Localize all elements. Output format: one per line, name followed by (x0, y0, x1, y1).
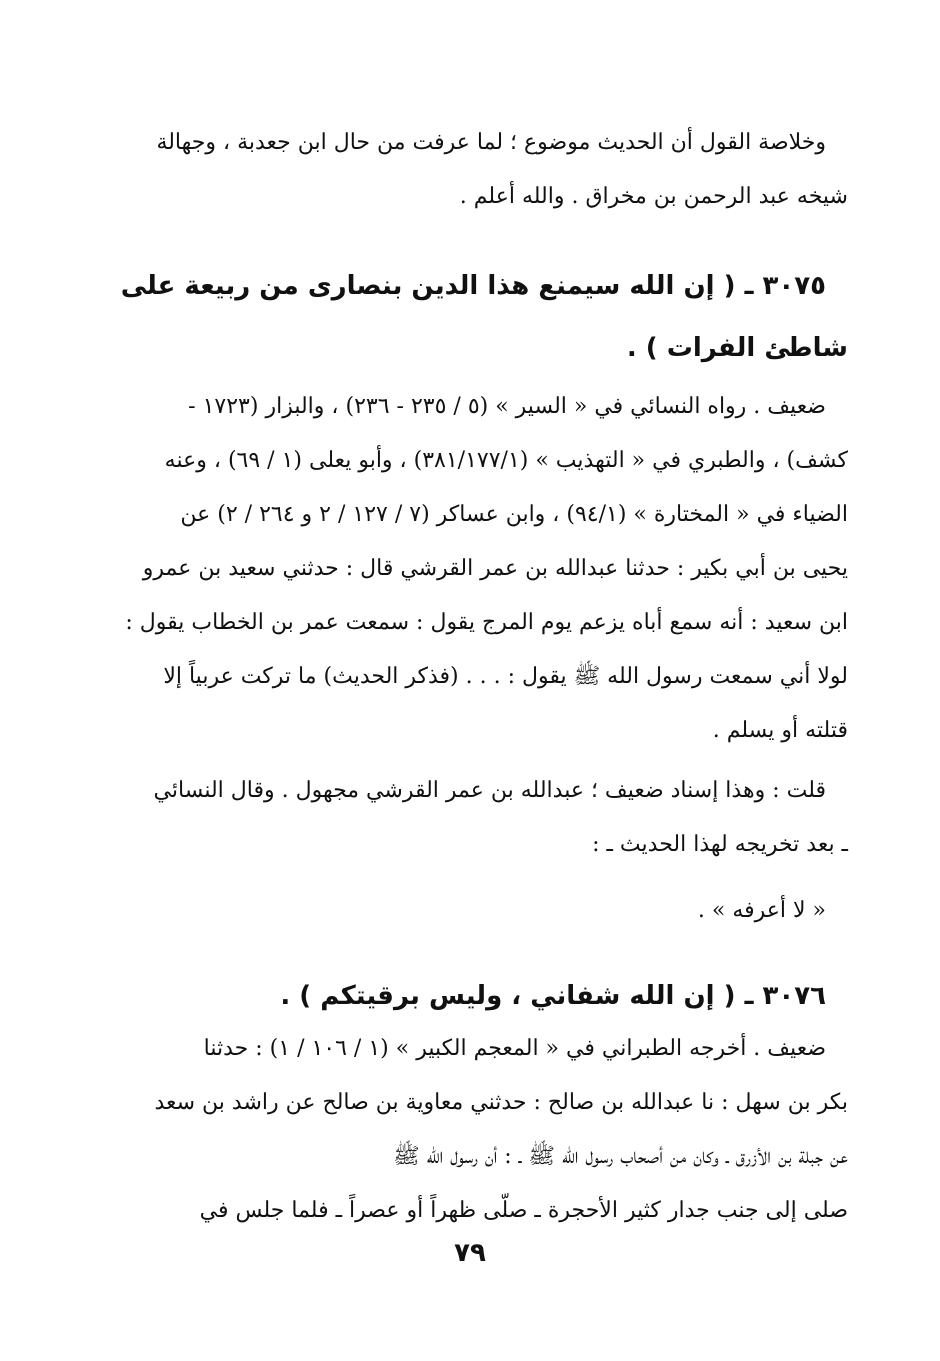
heading-line: شاطئ الفرات ) . (626, 333, 848, 363)
text-line: ضعيف . رواه النسائي في « السير » (٥ / ٢٣٥ - ٢٣٦) ، والبزار (١٧٢٣ - (188, 394, 826, 419)
text-line: ابن سعيد : أنه سمع أباه يزعم يوم المرج يقول : سمعت عمر بن الخطاب يقول : (125, 610, 848, 635)
text-line: قتلته أو يسلم . (712, 718, 848, 743)
hadith-3076-grading (110, 1022, 848, 1238)
hadith-3075-heading (110, 255, 848, 379)
text-line: شيخه عبد الرحمن بن مخراق . والله أعلم . (459, 184, 848, 209)
hadith-3076-heading (110, 965, 848, 1027)
text-line: وخلاصة القول أن الحديث موضوع ؛ لما عرفت من حال ابن جعدبة ، وجهالة (156, 130, 826, 155)
text-line: قلت : وهذا إسناد ضعيف ؛ عبدالله بن عمر القرشي مجهول . وقال النسائي (153, 778, 826, 803)
text-line: يحيى بن أبي بكير : حدثنا عبدالله بن عمر القرشي قال : حدثني سعيد بن عمرو (142, 556, 848, 581)
hadith-3075-comment (110, 764, 848, 872)
text-line: بكر بن سهل : نا عبدالله بن صالح : حدثني معاوية بن صالح عن راشد بن سعد (154, 1090, 848, 1115)
text-line: ضعيف . أخرجه الطبراني في « المعجم الكبير » (١ / ١٠٦ / ١) : حدثنا (203, 1036, 826, 1061)
nasai-quote (110, 884, 848, 938)
text-line: ـ بعد تخريجه لهذا الحديث ـ : (592, 832, 848, 857)
heading-line: ٣٠٧٦ ـ ( إن الله شفاني ، وليس برقيتكم ) . (280, 981, 826, 1011)
page-number: ٧٩ (454, 1238, 486, 1268)
heading-line: ٣٠٧٥ ـ ( إن الله سيمنع هذا الدين بنصارى من ربيعة على (120, 271, 826, 301)
text-line: صلى إلى جنب جدار كثير الأحجرة ـ صلّى ظهراً أو عصراً ـ فلما جلس في (199, 1198, 848, 1223)
text-line: الضياء في « المختارة » (٩٤/١) ، وابن عساكر (٧ / ١٢٧ / ٢ و ٢٦٤ / ٢) عن (180, 502, 848, 527)
text-line: كشف) ، والطبري في « التهذيب » (٣٨١/١٧٧/١) ، وأبو يعلى (١ / ٦٩) ، وعنه (164, 448, 848, 473)
quote-line: « لا أعرفه » . (697, 898, 826, 923)
conclusion-paragraph (110, 116, 848, 224)
text-line: عن جبلة بن الأزرق ـ وكان من أصحاب رسول الله ﷺ ـ : أن رسول الله ﷺ (393, 1144, 848, 1169)
hadith-3075-grading (110, 380, 848, 758)
text-line: لولا أني سمعت رسول الله ﷺ يقول : . . . (فذكر الحديث) ما تركت عربياً إلا (163, 664, 848, 689)
